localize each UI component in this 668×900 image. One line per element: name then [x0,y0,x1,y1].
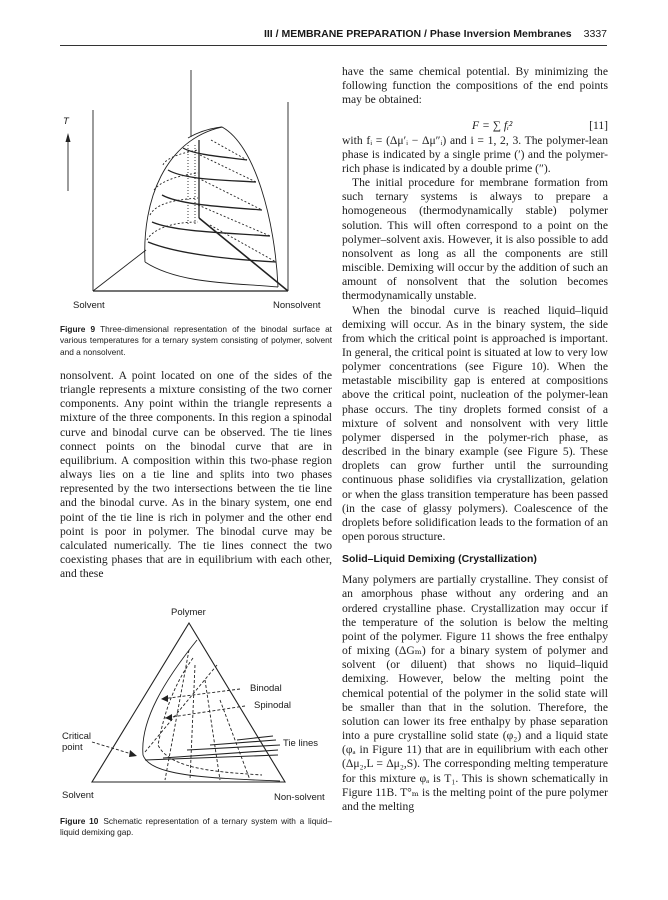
critical-line [199,218,288,291]
critical-label-line2: point [62,742,83,753]
fig10-binodal-label: Binodal [250,683,282,694]
figure-9-caption [60,324,332,358]
body-paragraph: nonsolvent. A point located on one of the sides of the triangle represents a mixture consisting of the two corner components. Any point within the triangle represents a mixture of the three components. In this region a spinodal curve and binodal curve can be observed. The tie lines connect points on the binodal curve that are in equilibrium. A composition within this two-phase region always lies on a tie line and splits into two phases represented by the two intersections between the tie line and the binodal curve. As in the binary system, one end point of the tie line is rich in polymer and the other end point is poor in polymer. The binodal curve may be calculated numerically. The tie lines connect the two coexisting phases that are in equilibrium with each other, and these [60,369,332,581]
page-number: 3337 [583,28,607,40]
fig9-solvent-label: Solvent [73,300,105,311]
equation-11 [342,119,608,133]
fig10-solvent-label: Solvent [62,790,94,801]
caption-label: Figure 10 [60,816,99,826]
body-paragraph: have the same chemical potential. By minimizing the following function the compositions of the end points may be obtained: [342,65,608,107]
running-title: III / MEMBRANE PREPARATION / Phase Inversion Membranes [263,28,572,40]
equation: F = ∑ fᵢ² [472,119,513,133]
fig10-polymer-label: Polymer [171,607,206,618]
fig10-nonsolvent-label: Non-solvent [274,792,325,803]
fig10-tie-lines-label: Tie lines [283,738,319,749]
caption-label: Figure 9 [60,324,96,334]
left-column [60,369,332,581]
body-paragraph: When the binodal curve is reached liquid–liquid demixing will occur. As in the binary system, the side from which the critical point is approached is important. In general, the critical point is situated at low to very low polymer concentrations (see Figure 10). When the metastable miscibility gap is entered at compositions above the critical point, nucleation of the polymer-lean phase occurs. The tiny droplets formed consist of a mixture of solvent and nonsolvent with very little polymer dispersed in the polymer-rich phase, as described in the binary example (see Figure 5). These droplets can grow further until the surrounding continuous phase solidifies via crystallization, gelation or when the glass transition temperature has been passed (in the case of glassy polymers). Coalescence of the droplets before solidification leads to the formation of an open porous structure. [342,303,608,543]
binodal-dome-outline [145,127,278,287]
body-paragraph: with fᵢ = (Δμ′ᵢ − Δμ″ᵢ) and i = 1, 2, 3. The polymer-lean phase is indicated by a single prime (′) and the polymer-rich phase is indicated by a double prime (″). [342,133,608,175]
body-paragraph: The initial procedure for membrane formation from such ternary systems is always to prepare a homogeneous (thermodynamically stable) polymer solution. This will often correspond to a point on the polymer–solvent axis. However, it is also possible to add nonsolvent as long as all the components are still miscible. Demixing will occur by the addition of such an amount of nonsolvent that the solution becomes thermodynamically unstable. [342,176,608,303]
body-paragraph: Many polymers are partially crystalline. They consist of an amorphous phase without any ordering and an ordered crystalline phase. Crystallization may occur if the temperature of the solution is below the melting point of the polymer. Figure 11 shows the free enthalpy of mixing (ΔGₘ) for a binary system of polymer and solvent (or diluent) that shows no liquid–liquid demixing. However, below the melting point the chemical potential of the polymer in the solid state will be smaller than that in the solution. Therefore, the solution can lower its free enthalpy by phase separation into a pure crystalline solid state (φ₂) and a liquid state (φₐ in Figure 11) that are in equilibrium with each other (Δμ₂,L = Δμ₂,S). The corresponding melting temperature for this mixture φₐ is T₁. This is shown schematically in Figure 11B. T°ₘ is the melting point of the pure polymer and the melting [342,573,608,813]
diagonal-edge [93,250,146,291]
temperature-axis-label: T [63,116,69,127]
fig10-spinodal-label: Spinodal [254,700,291,711]
critical-label-line1: Critical [62,731,92,742]
section-heading: Solid–Liquid Demixing (Crystallization) [342,553,537,566]
critical-pointer [92,742,135,755]
equation-number: [11] [589,119,608,133]
fig9-nonsolvent-label: Nonsolvent [273,300,321,311]
figure-10-caption [60,816,332,839]
caption-text: Three-dimensional representation of the binodal surface at various temperatures for a ternary system consisting of polymer, solvent and a nonsolvent. [60,324,332,357]
caption-text: Schematic representation of a ternary system with a liquid–liquid demixing gap. [60,816,332,838]
arrow-head-icon [66,133,71,142]
fig10-critical-point-label [62,731,91,753]
right-column [342,65,608,814]
